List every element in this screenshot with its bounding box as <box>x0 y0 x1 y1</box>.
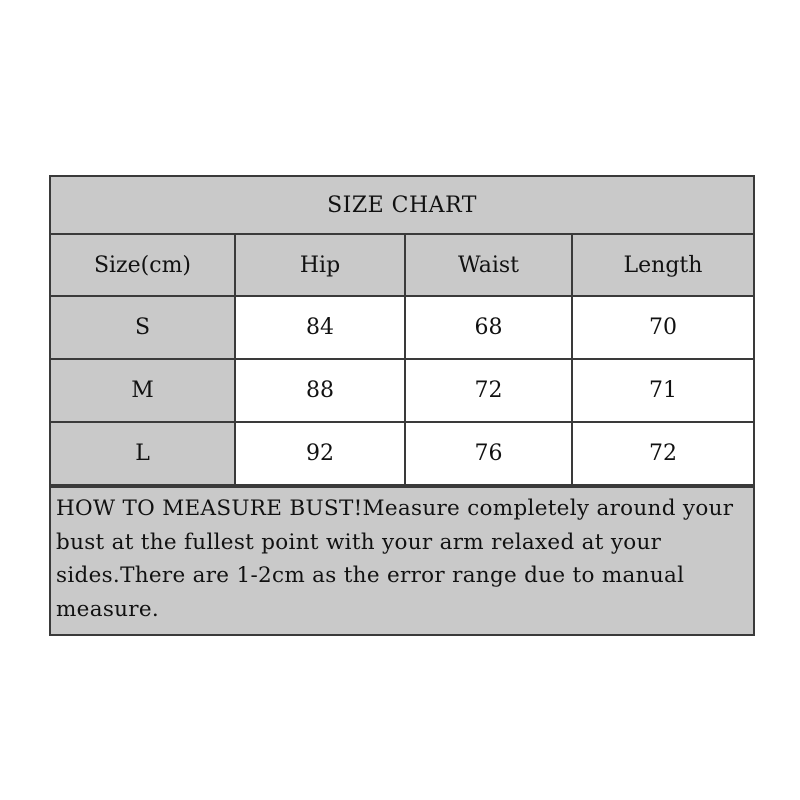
column-header-size: Size(cm) <box>51 235 235 296</box>
size-chart <box>49 175 755 636</box>
hip-cell: 92 <box>235 422 405 485</box>
chart-title: SIZE CHART <box>51 177 753 235</box>
waist-cell: 68 <box>405 296 572 359</box>
length-cell: 70 <box>572 296 753 359</box>
waist-cell: 76 <box>405 422 572 485</box>
table-row <box>51 296 753 359</box>
waist-cell: 72 <box>405 359 572 422</box>
size-cell: M <box>51 359 235 422</box>
table-row <box>51 422 753 485</box>
column-header-hip: Hip <box>235 235 405 296</box>
table-header-row <box>51 235 753 296</box>
column-header-waist: Waist <box>405 235 572 296</box>
size-cell: S <box>51 296 235 359</box>
column-header-length: Length <box>572 235 753 296</box>
hip-cell: 84 <box>235 296 405 359</box>
size-table <box>51 235 753 486</box>
length-cell: 71 <box>572 359 753 422</box>
table-row <box>51 359 753 422</box>
length-cell: 72 <box>572 422 753 485</box>
size-cell: L <box>51 422 235 485</box>
measurement-note: HOW TO MEASURE BUST!Measure completely around your bust at the fullest point with your arm relaxed at your sides.There are 1-2cm as the error range due to manual measure. <box>51 486 753 634</box>
hip-cell: 88 <box>235 359 405 422</box>
